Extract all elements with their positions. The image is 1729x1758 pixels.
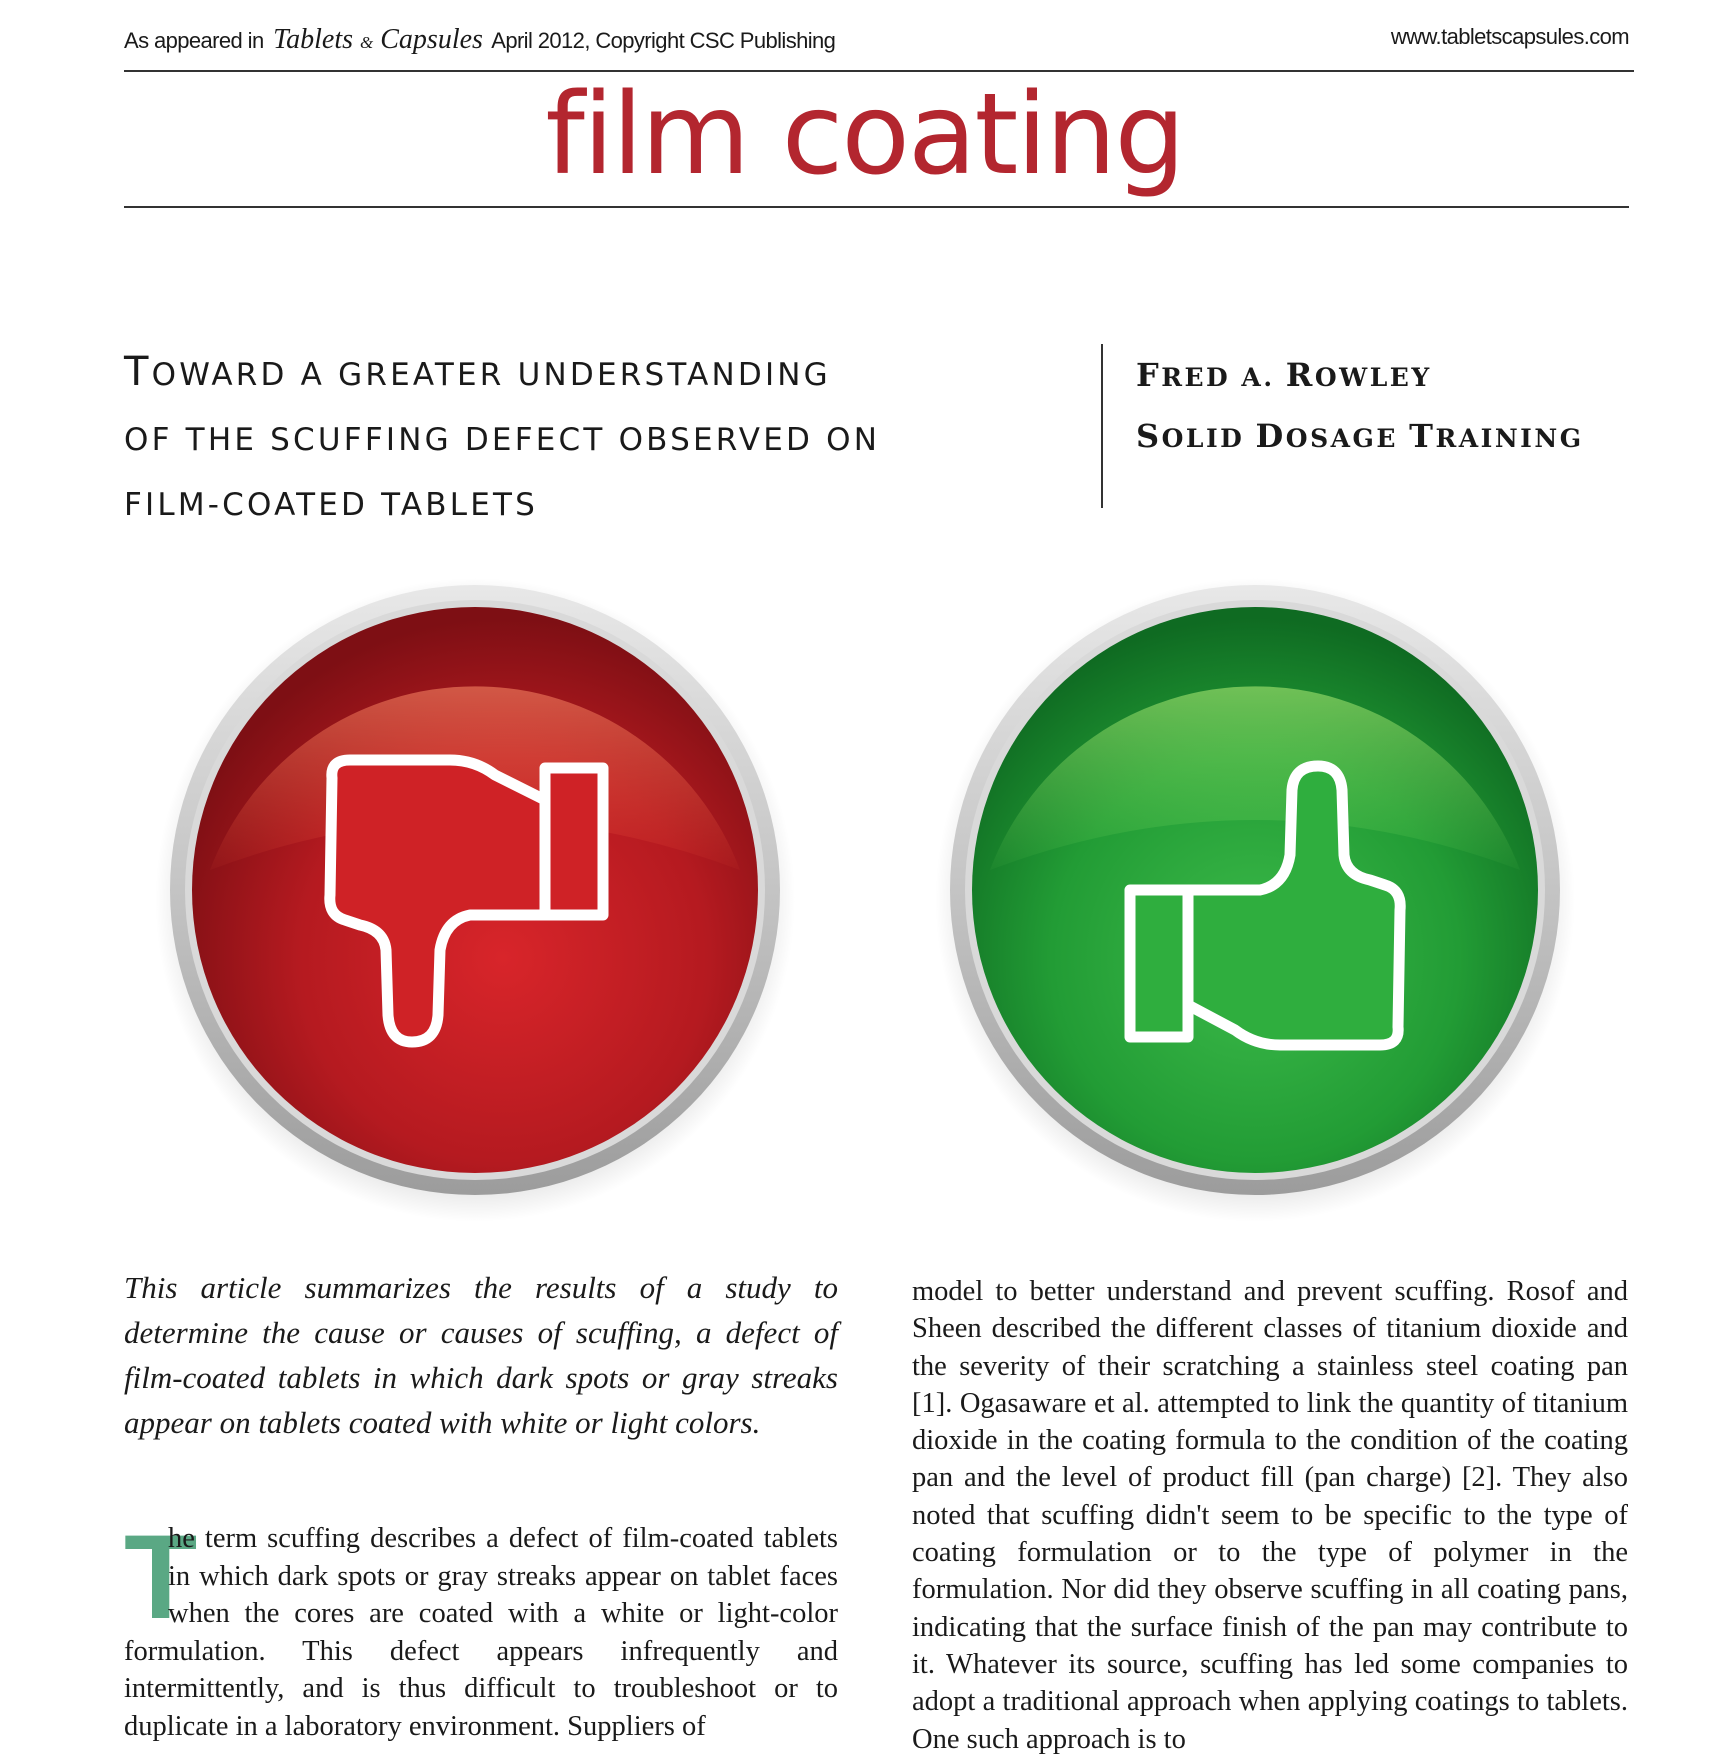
body-left-text: he term scuffing describes a defect of film-coated tablets in which dark spots or gray streaks appear on tablet faces when the cores are coated with a white or light-color formulation. This defect appears infrequently and intermittently, and is thus difficult to troubleshoot or to duplicate in a laboratory environment. Suppliers of: [124, 1523, 838, 1742]
section-title: film coating: [545, 70, 1184, 200]
website-url[interactable]: www.tabletscapsules.com: [1390, 24, 1629, 49]
headline-line-3: FILM-COATED TABLETS: [124, 487, 539, 523]
thumbs-up-icon: [930, 570, 1580, 1220]
thumbs-down-icon: [150, 570, 800, 1220]
headline-line-2: OF THE SCUFFING DEFECT OBSERVED ON: [124, 422, 881, 458]
headline-line-1: TOWARD A GREATER UNDERSTANDING: [124, 349, 831, 395]
article-abstract: This article summarizes the results of a study to determine the cause or causes of scuffing, a defect of film-coated tablets in which dark spots or gray streaks appear on tablets coated with white or light colors.: [124, 1270, 838, 1440]
appeared-prefix: As appeared in: [124, 28, 264, 53]
appeared-in-line: [124, 24, 835, 56]
magazine-name: Tablets & Capsules: [273, 24, 483, 55]
headline-divider: [1101, 344, 1103, 508]
author-name: FRED A. ROWLEY: [1136, 356, 1432, 394]
article-headline: [124, 340, 1084, 538]
article-body-right-column: model to better understand and prevent scuffing. Rosof and Sheen described the different classes of titanium dioxide and the severity of their scratching a stainless steel coating pan [1]. Ogasaware et al. attempted to link the quantity of titanium dioxide in the coating formula to the condition of the coating pan and the level of product fill (pan charge) [2]. They also noted that scuffing didn't seem to be specific to the type of coating formulation or to the type of polymer in the formulation. Nor did they observe scuffing in all coating pans, indicating that the surface finish of the pan may contribute to it. Whatever its source, scuffing has led some companies to adopt a traditional approach when applying coatings to tablets. One such approach is to: [912, 1276, 1628, 1755]
byline: [1136, 346, 1656, 468]
issue-copyright: April 2012, Copyright CSC Publishing: [491, 28, 836, 53]
drop-cap: T: [124, 1510, 198, 1644]
article-body-left-column: [124, 1510, 838, 1745]
masthead: [124, 20, 1629, 54]
thumbs-up-button-image: [930, 570, 1580, 1220]
header-rule-bottom: [124, 206, 1629, 208]
author-organization: SOLID DOSAGE TRAINING: [1136, 417, 1584, 455]
thumbs-down-button-image: [150, 570, 800, 1220]
